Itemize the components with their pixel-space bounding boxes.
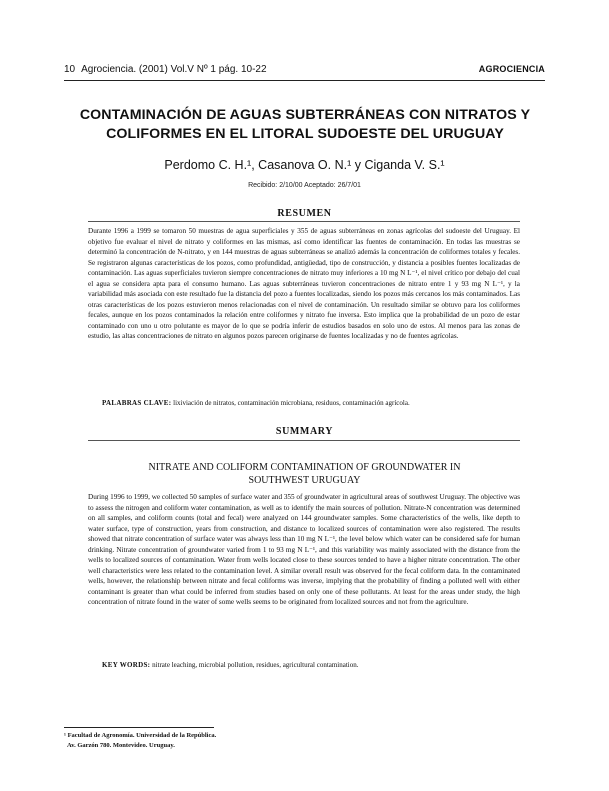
page-number: 10 xyxy=(64,64,76,75)
resumen-rule xyxy=(88,221,520,222)
summary-body xyxy=(88,492,520,608)
affiliation-footnote xyxy=(64,731,364,751)
english-title-line-2: SOUTHWEST URUGUAY xyxy=(248,475,361,486)
resumen-body xyxy=(88,226,520,342)
paper-title xyxy=(70,106,540,144)
key-words-text: nitrate leaching, microbial pollution, residues, agricultural contamination. xyxy=(150,661,359,669)
header-rule xyxy=(64,80,545,81)
header-left xyxy=(64,64,267,75)
summary-rule xyxy=(88,440,520,441)
footnote-rule xyxy=(64,727,214,728)
received-accepted: Recibido: 2/10/00 Aceptado: 26/7/01 xyxy=(248,182,361,189)
key-words-label: KEY WORDS: xyxy=(102,661,151,669)
resumen-heading: RESUMEN xyxy=(277,208,332,219)
running-header xyxy=(64,64,545,78)
title-line-1: CONTAMINACIÓN DE AGUAS SUBTERRÁNEAS CON NITRATOS Y xyxy=(79,107,531,123)
english-title xyxy=(64,461,545,487)
summary-heading: SUMMARY xyxy=(275,426,334,437)
english-title-line-1: NITRATE AND COLIFORM CONTAMINATION OF GROUNDWATER IN xyxy=(148,462,461,473)
palabras-clave xyxy=(102,398,522,408)
summary-text: During 1996 to 1999, we collected 50 samples of surface water and 355 of groundwater in agricultural areas of southwest Uruguay. The objective was to assess the nitrogen and coliform water contamination, as well as to identify the main sources of pollution. Nitrate-N concentration was determined on all samples, and coliform counts (total and fecal) were analyzed on 144 groundwater samples. Some characteristics of the wells, like depth to water surface, type of construction, years from construction, and distance to localized sources of contamination were also registered. The results showed that nitrate concentration of surface water was always less than 10 mg N L⁻¹, the level below which water can be considered safe for human drinking. Nitrate concentration of groundwater varied from 1 to 93 mg N L⁻¹, and this variability was mainly associated with the distance from the wells to localized sources of contamination. Water from wells located close to these sources tended to have a higher nitrate concentration. The other well characteristics were less related to the contamination level. A similar overall result was observed for the fecal coliform data. In the contaminated wells, however, the relationship between nitrate and fecal coliforms was inverse, implying that the probability of finding a polluted well with either contaminant is greater than what could be inferred from studies based on only one of these pollutants. At least for the areas under study, the high concentration of nitrate found in the water of some wells seems to be originated from localized sources and not from the agriculture. xyxy=(88,493,520,606)
palabras-clave-text: lixiviación de nitratos, contaminación microbiana, residuos, contaminación agrícola. xyxy=(171,399,410,407)
footnote-line-1: ¹ Facultad de Agronomía. Universidad de la República. xyxy=(64,732,217,739)
palabras-clave-label: PALABRAS CLAVE: xyxy=(102,399,172,407)
title-line-2: COLIFORMES EN EL LITORAL SUDOESTE DEL URUGUAY xyxy=(106,126,504,142)
citation: Agrociencia. (2001) Vol.V Nº 1 pág. 10-22 xyxy=(81,64,267,75)
footnote-line-2: Av. Garzón 780. Montevideo. Uruguay. xyxy=(67,742,175,749)
resumen-text: Durante 1996 a 1999 se tomaron 50 muestras de agua superficiales y 355 de aguas subterráneas en zonas agrícolas del sudoeste del Uruguay. El objetivo fue evaluar el nivel de nitrato y coliformes en las mismas, así como identificar las fuentes de contaminación. En todas las muestras se determinó la concentración de N-nitrato, y en 144 muestras de aguas subterráneas se analizó además la concentración de coliformes totales y fecales. Se registraron algunas características de los pozos, como profundidad, antigüedad, tipo de construcción, y distancia a posibles fuentes localizadas de contaminación. Las aguas superficiales tuvieron siempre concentraciones de nitrato muy inferiores a 10 mg N L⁻¹, el nivel crítico por debajo del cual el agua se considera apta para el consumo humano. Las aguas subterráneas tuvieron concentraciones de nitrato entre 1 y 93 mg N L⁻¹, y la variabilidad más asociada con este resultado fue la distancia del pozo a fuentes localizadas, siendo los pozos más cercanos los más contaminados. Las otras características de los pozos estuvieron menos relacionadas con el nivel de contaminación. Un resultado similar se obtuvo para los coliformes fecales, aunque en los pozos contaminados la relación entre coliformes y nitrato fue inversa. Esto implica que la probabilidad de un pozo de estar contaminado con uno u otro polutante es mayor de lo que se podría inferir de estudios basados en solo uno de estos. Al menos para las zonas de estudio, las altas concentraciones de nitrato en algunos pozos parecen originarse de fuentes localizadas y no de fuentes agrícolas. xyxy=(88,227,520,340)
authors: Perdomo C. H.¹, Casanova O. N.¹ y Ciganda V. S.¹ xyxy=(164,158,445,172)
key-words xyxy=(102,660,522,670)
journal-name: AGROCIENCIA xyxy=(478,64,545,74)
